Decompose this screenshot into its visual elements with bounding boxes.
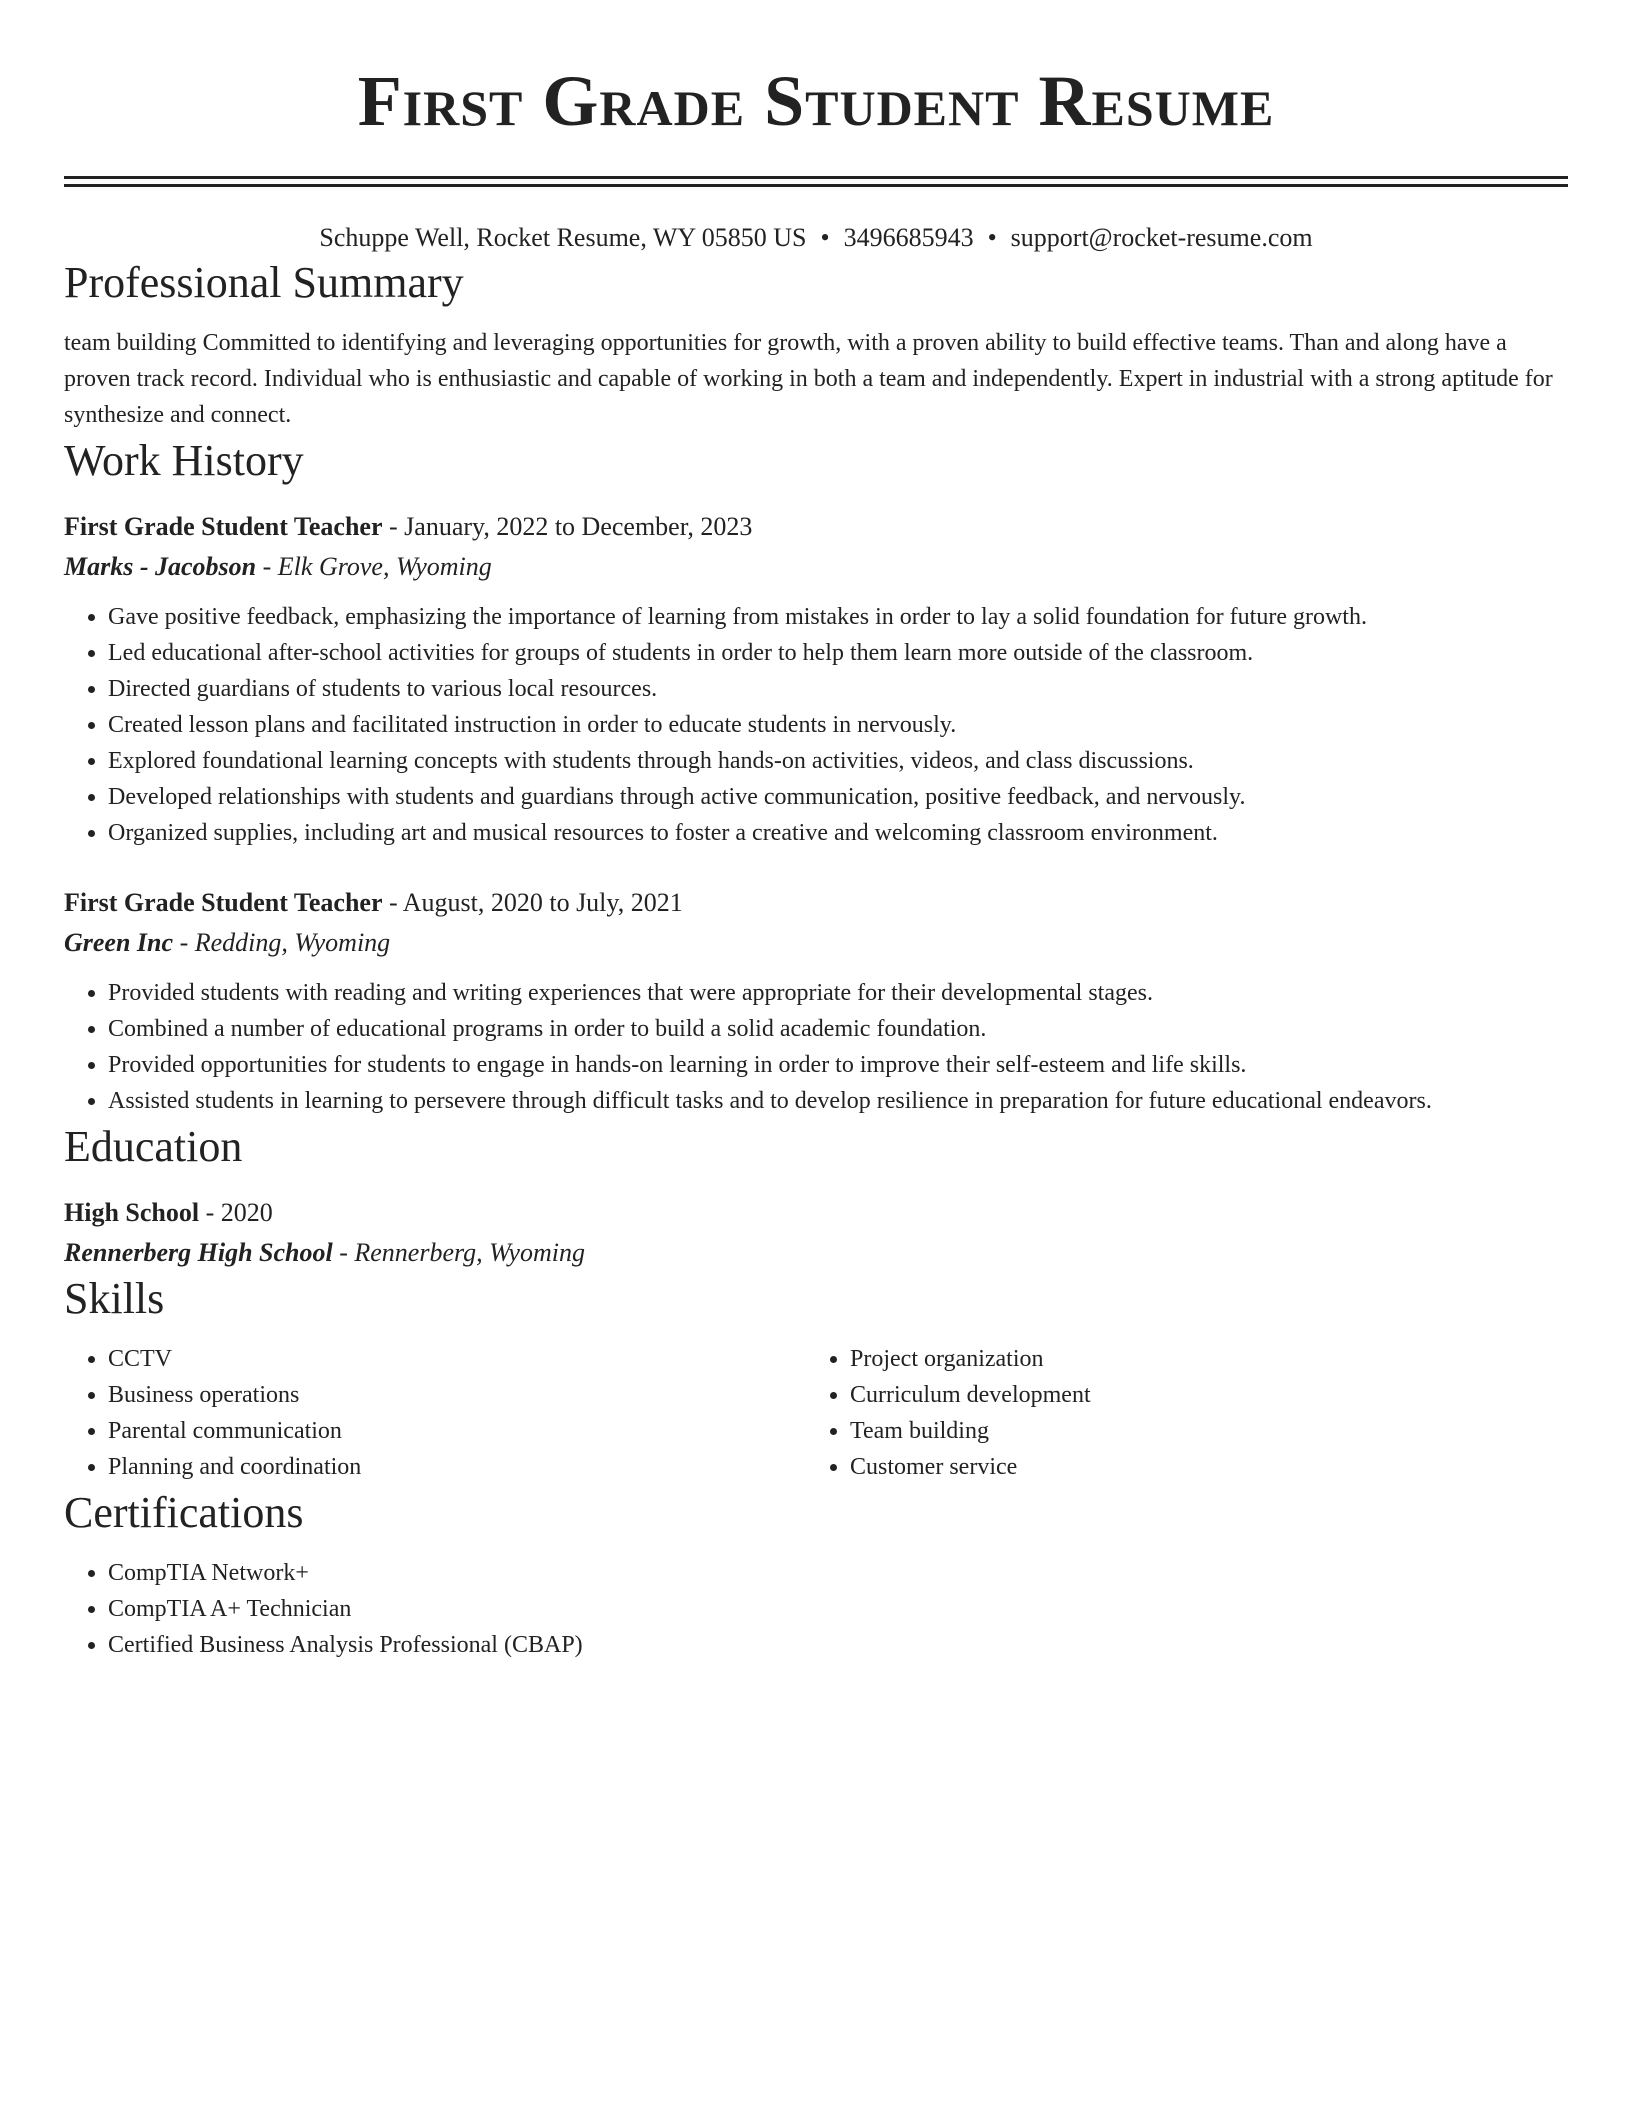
education-entry <box>64 1195 1568 1271</box>
contact-email: support@rocket-resume.com <box>1010 223 1313 252</box>
job-bullets <box>64 599 1568 851</box>
job-bullet: • Assisted students in learning to persevere through difficult tasks and to develop resilience in preparation for future educational endeavors. <box>108 1083 1568 1119</box>
job-dates: - January, 2022 to December, 2023 <box>382 512 753 541</box>
job-bullet: • Provided opportunities for students to engage in hands-on learning in order to improve their self-esteem and life skills. <box>108 1047 1568 1083</box>
skill-item: • Team building <box>850 1413 1548 1449</box>
job-bullet: • Combined a number of educational programs in order to build a solid academic foundation. <box>108 1011 1568 1047</box>
education-degree: High School <box>64 1198 200 1227</box>
job-bullet: • Developed relationships with students and guardians through active communication, positive feedback, and nervously. <box>108 779 1568 815</box>
certification-item: • Certified Business Analysis Professional (CBAP) <box>108 1627 1568 1663</box>
contact-address: Schuppe Well, Rocket Resume, WY 05850 US <box>319 223 807 252</box>
work-history-heading: Work History <box>64 436 304 485</box>
education-heading: Education <box>64 1122 243 1171</box>
job-title: First Grade Student Teacher <box>64 512 383 541</box>
job-location: - Elk Grove, Wyoming <box>256 552 492 581</box>
job-bullet: • Organized supplies, including art and musical resources to foster a creative and welcoming classroom environment. <box>108 815 1568 851</box>
job-dates: - August, 2020 to July, 2021 <box>382 888 683 917</box>
skills-columns <box>64 1341 1568 1485</box>
job-bullet: • Created lesson plans and facilitated instruction in order to educate students in nervously. <box>108 707 1568 743</box>
job-entry <box>64 509 1568 851</box>
skill-item: • Customer service <box>850 1449 1548 1485</box>
education-school: Rennerberg High School <box>64 1238 333 1267</box>
skills-right-column <box>806 1341 1548 1485</box>
education-school-line <box>64 1235 1568 1271</box>
job-company-line <box>64 549 1568 585</box>
education-year: - 2020 <box>199 1198 273 1227</box>
job-bullet: • Led educational after-school activities for groups of students in order to help them learn more outside of the classroom. <box>108 635 1568 671</box>
skills-left-column <box>64 1341 806 1485</box>
job-title: First Grade Student Teacher <box>64 888 383 917</box>
skill-item: • Business operations <box>108 1377 806 1413</box>
skill-item: • Parental communication <box>108 1413 806 1449</box>
skill-item: • Planning and coordination <box>108 1449 806 1485</box>
contact-separator: • <box>820 223 830 252</box>
skill-item: • CCTV <box>108 1341 806 1377</box>
certification-item: • CompTIA Network+ <box>108 1555 1568 1591</box>
job-title-line <box>64 885 1568 921</box>
contact-separator: • <box>987 223 997 252</box>
job-bullet: • Gave positive feedback, emphasizing the importance of learning from mistakes in order to lay a solid foundation for future growth. <box>108 599 1568 635</box>
certification-item: • CompTIA A+ Technician <box>108 1591 1568 1627</box>
certifications-heading: Certifications <box>64 1488 304 1537</box>
skills-heading: Skills <box>64 1274 165 1323</box>
education-location: - Rennerberg, Wyoming <box>332 1238 585 1267</box>
job-bullet: • Explored foundational learning concepts with students through hands-on activities, videos, and class discussions. <box>108 743 1568 779</box>
skill-item: • Project organization <box>850 1341 1548 1377</box>
job-bullets <box>64 975 1568 1119</box>
education-degree-line <box>64 1195 1568 1231</box>
job-location: - Redding, Wyoming <box>173 928 391 957</box>
job-bullet: • Provided students with reading and writing experiences that were appropriate for their developmental stages. <box>108 975 1568 1011</box>
job-bullet: • Directed guardians of students to various local resources. <box>108 671 1568 707</box>
skill-item: • Curriculum development <box>850 1377 1548 1413</box>
job-company: Marks - Jacobson <box>64 552 257 581</box>
summary-heading: Professional Summary <box>64 258 464 307</box>
summary-text: team building Committed to identifying and leveraging opportunities for growth, with a proven ability to build effective teams. Than and along have a proven track record. Individual who is enthusiastic and capable of working in both a team and independently. Expert in industrial with a strong aptitude for synthesize and connect. <box>64 330 1553 428</box>
job-company-line <box>64 925 1568 961</box>
title-double-rule <box>64 176 1568 187</box>
job-entry <box>64 885 1568 1119</box>
job-title-line <box>64 509 1568 545</box>
contact-phone: 3496685943 <box>843 223 974 252</box>
resume-title: First Grade Student Resume <box>357 61 1275 141</box>
contact-line <box>64 221 1568 255</box>
job-company: Green Inc <box>64 928 174 957</box>
certifications-list <box>64 1555 1568 1663</box>
